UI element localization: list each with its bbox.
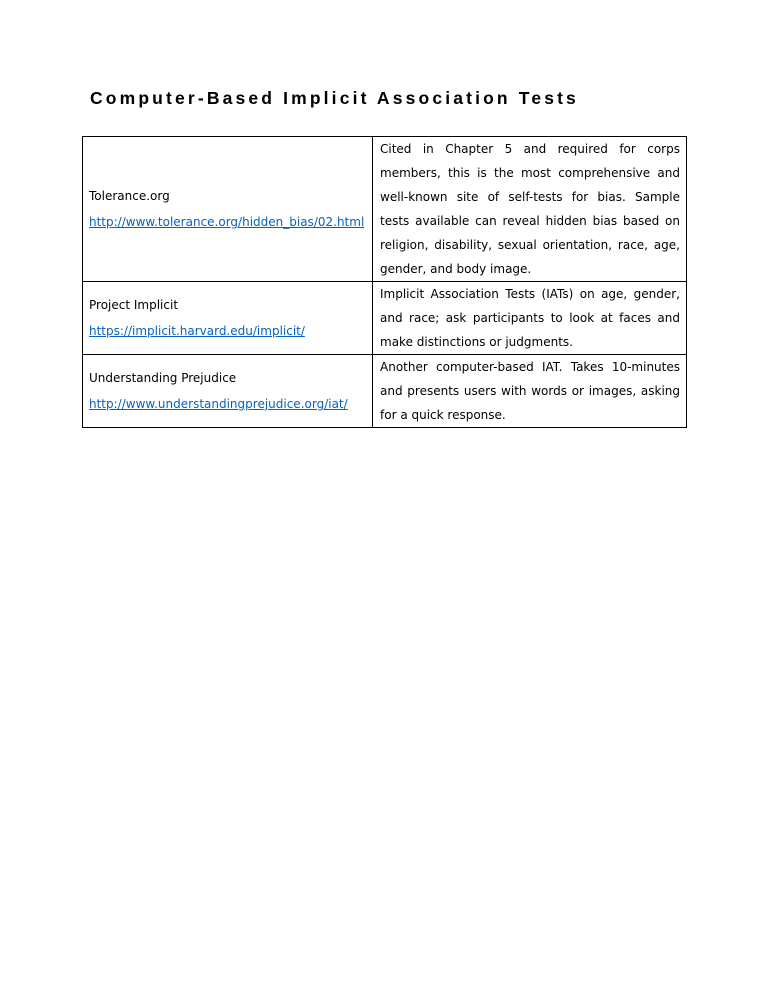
table-row [83, 282, 687, 355]
resource-description: Another computer-based IAT. Takes 10-minutes and presents users with words or images, asking for a quick response. [380, 360, 680, 422]
site-cell [83, 355, 373, 428]
table-row [83, 137, 687, 282]
site-link[interactable]: http://www.understandingprejudice.org/iat/ [89, 397, 348, 411]
site-cell [83, 282, 373, 355]
description-cell [373, 282, 687, 355]
site-name: Project Implicit [89, 298, 179, 312]
resource-description: Cited in Chapter 5 and required for corps members, this is the most comprehensive and well-known site of self-tests for bias. Sample tests available can reveal hidden bias based on religion, disability, sexual orientation, race, age, gender, and body image. [380, 142, 680, 276]
resources-table [82, 136, 687, 428]
site-link[interactable]: https://implicit.harvard.edu/implicit/ [89, 324, 305, 338]
site-cell [83, 137, 373, 282]
site-link[interactable]: http://www.tolerance.org/hidden_bias/02.html [89, 215, 365, 229]
site-name: Tolerance.org [89, 189, 170, 203]
description-cell [373, 137, 687, 282]
page-title: Computer-Based Implicit Association Tests [90, 88, 579, 108]
resource-description: Implicit Association Tests (IATs) on age, gender, and race; ask participants to look at faces and make distinctions or judgments. [380, 287, 680, 349]
table-row [83, 355, 687, 428]
description-cell [373, 355, 687, 428]
site-name: Understanding Prejudice [89, 371, 237, 385]
